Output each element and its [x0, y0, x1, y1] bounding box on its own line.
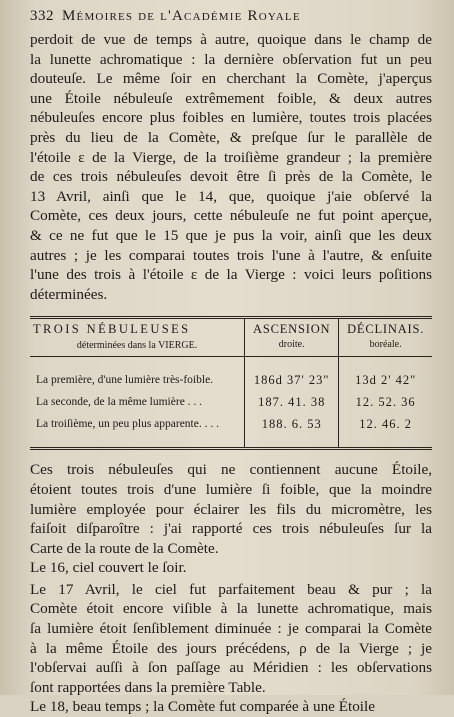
- declinaison-value: 12. 52. 36: [339, 391, 432, 413]
- paragraph-lumiere: [30, 460, 432, 558]
- text-line: étoient toutes trois d'une lumière ſi foible, que la moindre: [30, 480, 432, 498]
- text-line: ſont rapportées dans la première Table.: [30, 678, 266, 696]
- text-line: déterminées.: [30, 285, 108, 303]
- table-row: [30, 413, 432, 435]
- ascension-value: 186d 37' 23": [245, 369, 339, 391]
- text-line: la lunette achromatique : la dernière obſervation fut un peu: [30, 50, 432, 68]
- nebuleuses-table: [30, 316, 432, 450]
- text-line: & ce ne fut que le 15 que je pus la voir, ainſi que les deux: [30, 226, 432, 244]
- paragraph-17-avril: [30, 580, 432, 698]
- text-line: nébuleuſes encore plus foibles en lumière, toutes trois placées: [30, 109, 432, 127]
- text-line: Ces trois nébuleuſes qui ne contiennent aucune Étoile,: [30, 461, 432, 479]
- running-title: Mémoires de l'Académie Royale: [62, 8, 301, 24]
- paragraph-nebuleuses: [30, 30, 432, 304]
- column-subheader-declinaison: boréale.: [339, 337, 432, 357]
- text-line: l'étoile ε de la Vierge, de la troiſième grandeur ; la première: [30, 148, 432, 166]
- ascension-value: 188. 6. 53: [245, 413, 339, 435]
- text-line: près du lieu de la Comète, & preſque ſur le parallèle de: [30, 128, 432, 146]
- text-line: Carte de la route de la Comète.: [30, 539, 219, 557]
- text-line: Comète étoit encore viſible à la lunette achromatique, mais: [30, 600, 432, 618]
- text-line: une Étoile nébuleuſe extrêmement foible, & deux autres: [30, 89, 432, 107]
- text-line: ſa lumière étoit ſenſiblement diminuée : je comparai la Comète: [30, 620, 432, 638]
- text-line: l'une des trois à l'étoile ε de la Vierge : voici leurs poſitions: [30, 266, 432, 284]
- column-header-ascension: ASCENSION: [245, 318, 339, 338]
- text-line: Comète, ces deux jours, cette nébuleuſe ne fut point aperçue,: [30, 207, 432, 225]
- text-line: faiſoit diſparoître : j'ai rapporté ces trois nébuleuſes ſur la: [30, 520, 432, 538]
- table-subtitle: déterminées dans la VIERGE.: [30, 337, 245, 357]
- ascension-value: 187. 41. 38: [245, 391, 339, 413]
- row-label: La troiſième, un peu plus apparente. . . .: [36, 418, 219, 431]
- text-line: lumière employée pour éclairer les fils du micromètre, les: [30, 500, 432, 518]
- text-line: autres ; je les comparai toutes trois l'une à l'autre, & enſuite: [30, 246, 432, 264]
- declinaison-value: 12. 46. 2: [339, 413, 432, 435]
- paragraph-16-avril: Le 16, ciel couvert le ſoir.: [30, 559, 187, 577]
- row-label: La première, d'une lumière très-foible.: [36, 374, 214, 387]
- column-header-declinaison: DÉCLINAIS.: [339, 318, 432, 338]
- column-subheader-ascension: droite.: [245, 337, 339, 357]
- declinaison-value: 13d 2' 42": [339, 369, 432, 391]
- text-line: douteuſe. Le même ſoir en cherchant la Comète, j'aperçus: [30, 70, 432, 88]
- table-row: [30, 369, 432, 391]
- row-label: La seconde, de la même lumière . . .: [36, 396, 203, 409]
- page-number: 332: [30, 8, 54, 24]
- text-line: l'obſervai auſſi à ſon paſſage au Méridien : les obſervations: [30, 659, 432, 677]
- running-header: [30, 8, 432, 28]
- text-line: Le 17 Avril, le ciel fut parfaitement beau & pur ; la: [30, 580, 432, 598]
- text-line: à la même Étoile des jours précédens, ρ de la Vierge ; je: [30, 639, 432, 657]
- table-title: TROIS NÉBULEUSES: [33, 322, 191, 337]
- text-line: perdoit de vue de temps à autre, quoique dans le champ de: [30, 31, 432, 48]
- table-row: [30, 391, 432, 413]
- text-line: de ces trois nébuleuſes devoit être ſi près de la Comète, le: [30, 168, 432, 186]
- paragraph-18-avril: Le 18, beau temps ; la Comète fut comparée à une Étoile: [30, 698, 375, 716]
- text-line: 13 Avril, ainſi que le 14, que, quoique j'aie obſervé la: [30, 187, 432, 205]
